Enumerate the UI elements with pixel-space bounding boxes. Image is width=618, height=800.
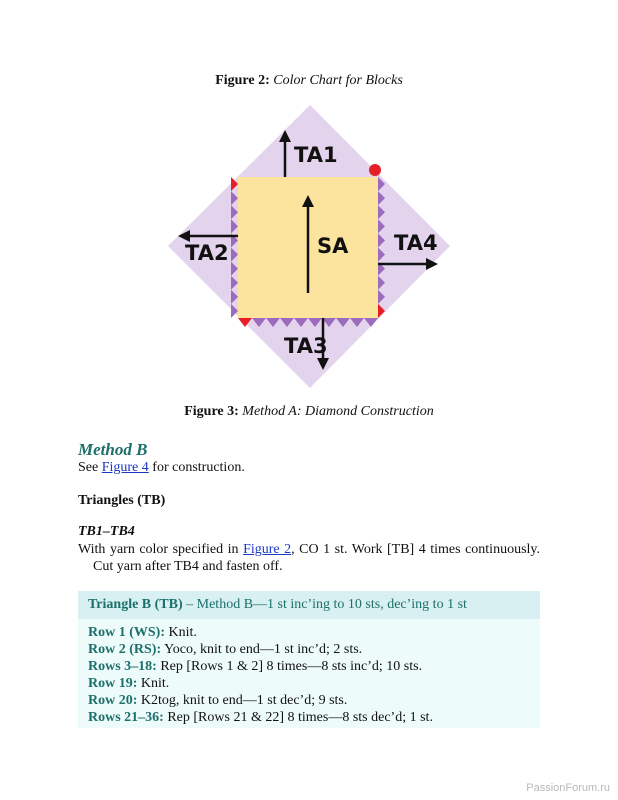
- method-b-suffix: for construction.: [148, 460, 245, 475]
- pattern-row: [88, 642, 362, 658]
- ta1-label: TA1: [294, 143, 338, 167]
- triangle-b-title-rest: – Method B—1 st inc’ing to 10 sts, dec’ing to 1 st: [182, 597, 467, 612]
- row-text: Knit.: [137, 676, 170, 691]
- pattern-row: [88, 693, 347, 709]
- ta3-label: TA3: [284, 334, 328, 358]
- method-b-text: [78, 459, 540, 476]
- figure-3-caption: [0, 404, 618, 420]
- triangle-b-title-bold: Triangle B (TB): [88, 597, 183, 612]
- sa-label: SA: [317, 234, 349, 258]
- row-label: Rows 21–36:: [88, 710, 164, 725]
- tb-suffix: , CO 1 st. Work [TB] 4 times continuously. Cut yarn after TB4 and fasten off.: [93, 542, 540, 574]
- row-text: K2tog, knit to end—1 st dec’d; 9 sts.: [137, 693, 348, 708]
- figure-2-link[interactable]: Figure 2: [243, 542, 292, 557]
- method-b-prefix: See: [78, 460, 102, 475]
- figure-2-label: Figure 2:: [215, 73, 270, 88]
- method-b-heading: Method B: [78, 440, 148, 459]
- watermark: PassionForum.ru: [526, 782, 610, 794]
- triangle-b-box-title: [88, 597, 467, 613]
- figure-3-label: Figure 3:: [184, 404, 239, 419]
- diamond-construction-diagram: [160, 105, 460, 395]
- start-dot: [369, 164, 381, 176]
- figure-2-caption: [0, 73, 618, 89]
- figure-4-link[interactable]: Figure 4: [101, 460, 149, 475]
- row-text: Rep [Rows 21 & 22] 8 times—8 sts dec’d; 1 st.: [163, 710, 433, 725]
- pattern-row: [88, 676, 169, 692]
- row-text: Rep [Rows 1 & 2] 8 times—8 sts inc’d; 10 sts.: [156, 659, 423, 674]
- triangle-b-box: [78, 591, 540, 728]
- triangle-b-box-header: [78, 591, 540, 619]
- pattern-row: [88, 625, 197, 641]
- ta4-label: TA4: [394, 231, 438, 255]
- row-label: Row 2 (RS):: [88, 642, 162, 657]
- figure-3-title: Method A: Diamond Construction: [242, 404, 434, 419]
- triangles-heading: Triangles (TB): [78, 493, 166, 508]
- row-label: Row 1 (WS):: [88, 625, 165, 640]
- figure-2-title: Color Chart for Blocks: [273, 73, 403, 88]
- tb-subheading: TB1–TB4: [78, 524, 135, 539]
- row-label: Row 19:: [88, 676, 138, 691]
- tb-paragraph: [78, 541, 540, 575]
- tb-prefix: With yarn color specified in: [78, 542, 244, 557]
- pattern-row: [88, 659, 422, 675]
- ta2-label: TA2: [185, 241, 229, 265]
- row-label: Row 20:: [88, 693, 138, 708]
- pattern-row: [88, 710, 433, 726]
- row-text: Knit.: [165, 625, 197, 640]
- row-label: Rows 3–18:: [88, 659, 157, 674]
- row-text: Yoco, knit to end—1 st inc’d; 2 sts.: [161, 642, 363, 657]
